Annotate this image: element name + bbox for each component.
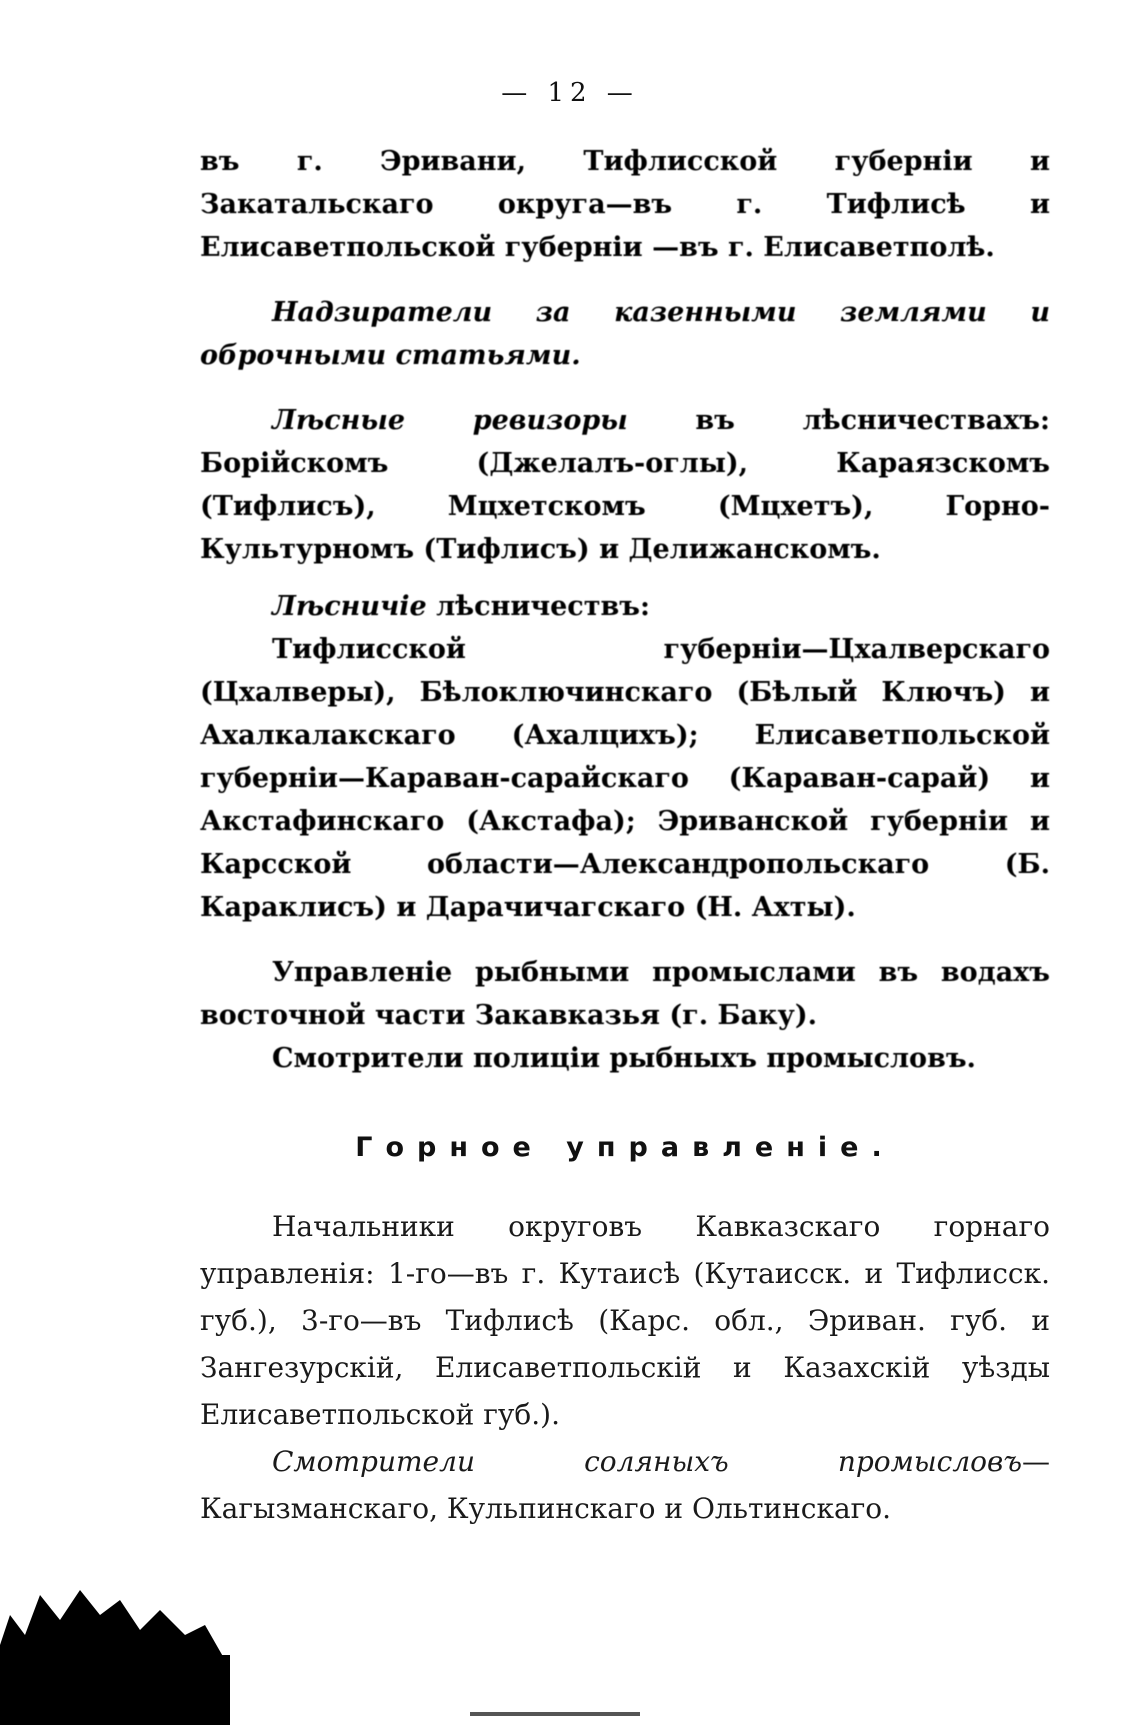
paragraph-fishery-police: Смотрители полиціи рыбныхъ промысловъ. <box>272 1043 976 1074</box>
page-number: — 12 — <box>501 78 639 108</box>
paragraph-foresters <box>200 585 1050 628</box>
section-title: Горное управленіе. <box>355 1132 895 1163</box>
forest-auditors-heading: Лѣсные ревизоры <box>272 405 628 436</box>
paragraph-forestries-list: Тифлисской губерніи—Цхалверскаго (Цхалверы), Бѣлоключинскаго (Бѣлый Ключъ) и Ахалкалакскаго (Ахалцихъ); Елисаветпольской губерніи—Караван-сарайскаго (Караван-сарай) и Акстафинскаго (Акстафа); Эриванской губерніи и Карсской области—Александропольскаго (Б. Караклисъ) и Дарачичагскаго (Н. Ахты). <box>200 634 1050 923</box>
salt-works-heading: Смотрители соляныхъ промысловъ <box>272 1445 1022 1478</box>
salt-works-text: —Кагызманскаго, Кульпинскаго и Ольтинскаго. <box>200 1445 1050 1525</box>
page-content <box>200 140 1050 1532</box>
paragraph-salt-works <box>200 1438 1050 1532</box>
forest-auditors-text: въ лѣсничествахъ: Борійскомъ (Джелалъ-оглы), Караязскомъ (Тифлисъ), Мцхетскомъ (Мцхетъ), Горно-Культурномъ (Тифлисъ) и Делижанскомъ. <box>200 405 1050 565</box>
paragraph-1: въ г. Эривани, Тифлисской губерніи и Закатальскаго округа—въ г. Тифлисѣ и Елисаветпольской губерніи —въ г. Елисаветполѣ. <box>200 146 1050 263</box>
paragraph-land-inspectors: Надзиратели за казенными землями и оброчными статьями. <box>200 297 1050 371</box>
paragraph-fisheries: Управленіе рыбными промыслами въ водахъ восточной части Закавказья (г. Баку). <box>200 957 1050 1031</box>
paragraph-forest-auditors <box>200 399 1050 571</box>
scan-artifact-blot <box>0 1575 230 1725</box>
foresters-heading: Лѣсничіе <box>272 591 427 622</box>
foresters-text: лѣсничествъ: <box>426 591 650 622</box>
paragraph-mining-districts: Начальники округовъ Кавказскаго горнаго управленія: 1-го—въ г. Кутаисѣ (Кутаисск. и Тифлисск. губ.), 3-го—въ Тифлисѣ (Карс. обл., Эриван. губ. и Зангезурскій, Елисаветпольскій и Казахскій уѣзды Елисаветпольской губ.). <box>200 1210 1050 1431</box>
scan-artifact-line <box>470 1712 640 1716</box>
